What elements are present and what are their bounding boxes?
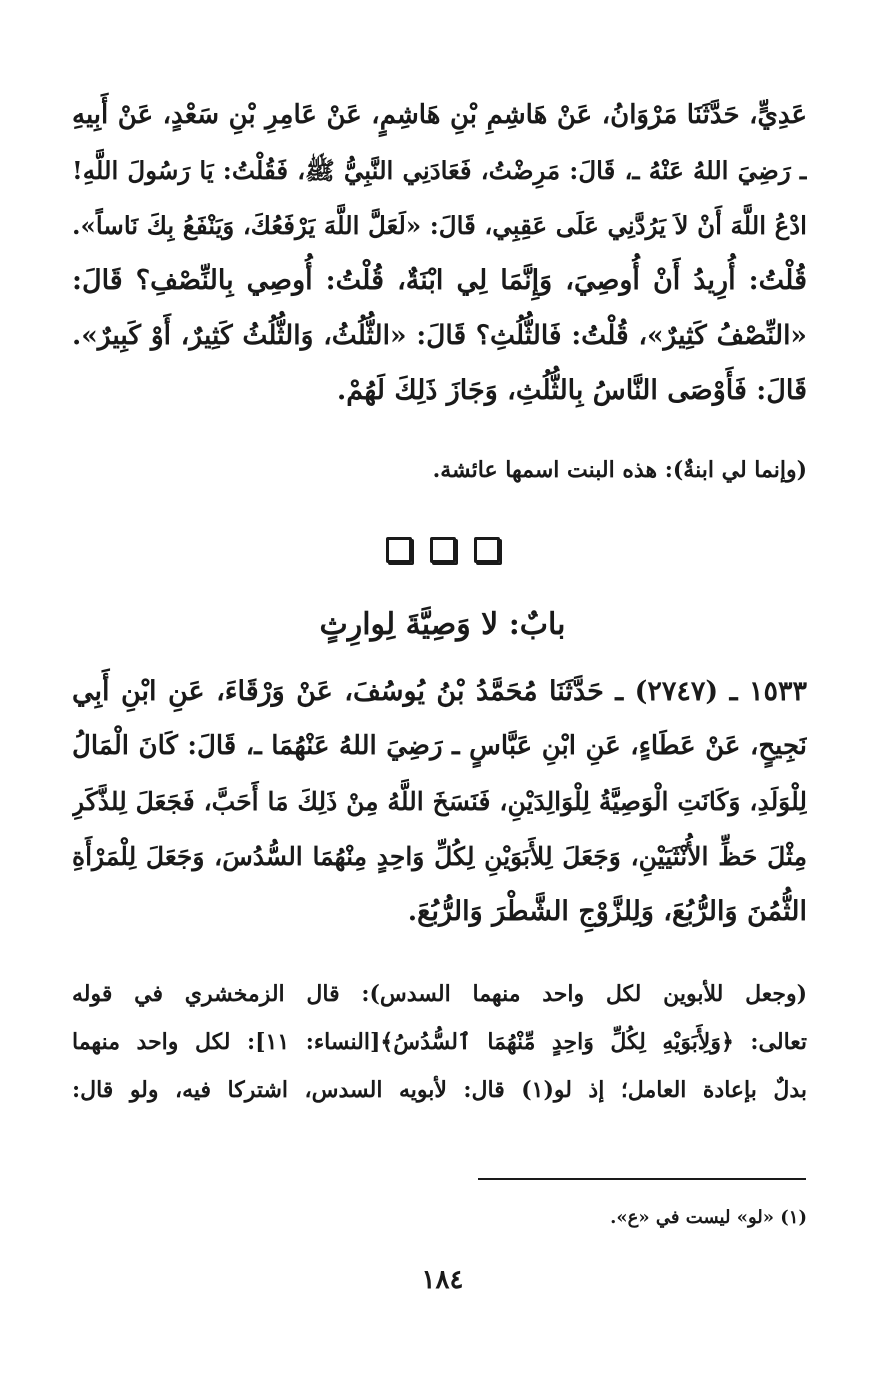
hadith-text-2 <box>72 664 807 939</box>
text-line: ادْعُ اللَّهَ أَنْ لاَ يَرُدَّنِي عَلَى عَقِبِي، قَالَ: «لَعَلَّ اللَّهَ يَرْفَعُكَ، وَيَنْفَعُ بِكَ نَاساً». <box>72 211 807 240</box>
square-icon <box>474 537 500 563</box>
commentary-note-1 <box>72 446 807 494</box>
footnote: (١) «لو» ليست في «ع». <box>610 1207 807 1228</box>
chapter-title: بابٌ: لا وَصِيَّةَ لِوارِثٍ <box>319 607 566 642</box>
text-line: الثُّمُنَ وَالرُّبُعَ، وَلِلزَّوْجِ الشَّطْرَ وَالرُّبُعَ. <box>407 896 807 927</box>
text-line: بدلٌ بإعادة العامل؛ إذ لو(١) قال: لأبويه السدس، اشتركا فيه، ولو قال: <box>72 1077 807 1103</box>
square-icon <box>386 537 412 563</box>
text-line: (وإنما لي ابنةٌ): هذه البنت اسمها عائشة. <box>432 457 807 483</box>
hadith-text-1 <box>72 88 807 418</box>
text-line: عَدِيٍّ، حَدَّثَنَا مَرْوَانُ، عَنْ هَاشِمِ بْنِ هَاشِمٍ، عَنْ عَامِرِ بْنِ سَعْدٍ، عَنْ أَبِيهِ <box>72 100 807 130</box>
text-line: قَالَ: فَأَوْصَى النَّاسُ بِالثُّلُثِ، وَجَازَ ذَلِكَ لَهُمْ. <box>336 375 807 406</box>
text-line: (وجعل للأبوين لكل واحد منهما السدس): قال الزمخشري في قوله <box>72 981 807 1007</box>
text-line: ١٥٣٣ ـ (٢٧٤٧) ـ حَدَّثَنَا مُحَمَّدُ بْنُ يُوسُفَ، عَنْ وَرْقَاءَ، عَنِ ابْنِ أَبِي <box>72 676 807 707</box>
text-line: «النِّصْفُ كَثِيرٌ»، قُلْتُ: فَالثُّلُثِ؟ قَالَ: «الثُّلُثُ، وَالثُّلُثُ كَثِيرٌ، أَوْ كَبِيرٌ». <box>72 320 807 351</box>
page-number: ١٨٤ <box>421 1265 464 1295</box>
section-separator <box>0 537 885 563</box>
text-line: ـ رَضِيَ اللهُ عَنْهُ ـ، قَالَ: مَرِضْتُ، فَعَادَنِي النَّبِيُّ ﷺ، فَقُلْتُ: يَا رَسُولَ اللَّهِ! <box>72 156 807 185</box>
footnote-divider <box>478 1178 806 1180</box>
square-icon <box>430 537 456 563</box>
text-line: مِثْلَ حَظِّ الأُنْثَيَيْنِ، وَجَعَلَ لِلأَبَوَيْنِ لِكُلِّ وَاحِدٍ مِنْهُمَا السُّدُسَ، وَجَعَلَ لِلْمَرْأَةِ <box>72 842 807 871</box>
text-line: تعالى: ﴿وَلِأَبَوَيْهِ لِكُلِّ وَاحِدٍ مِّنْهُمَا ٱلسُّدُسُ﴾[النساء: ١١]: لكل واحد منهما <box>72 1029 807 1055</box>
commentary-note-2 <box>72 970 807 1114</box>
text-line: لِلْوَلَدِ، وَكَانَتِ الْوَصِيَّةُ لِلْوَالِدَيْنِ، فَنَسَخَ اللَّهُ مِنْ ذَلِكَ مَا أَحَبَّ، فَجَعَلَ لِلذَّكَرِ <box>72 787 807 816</box>
text-line: نَجِيحٍ، عَنْ عَطَاءٍ، عَنِ ابْنِ عَبَّاسٍ ـ رَضِيَ اللهُ عَنْهُمَا ـ، قَالَ: كَانَ الْمَالُ <box>72 731 807 761</box>
text-line: قُلْتُ: أُرِيدُ أَنْ أُوصِيَ، وَإِنَّمَا لِي ابْنَةٌ، قُلْتُ: أُوصِي بِالنِّصْفِ؟ قَالَ: <box>72 265 807 296</box>
